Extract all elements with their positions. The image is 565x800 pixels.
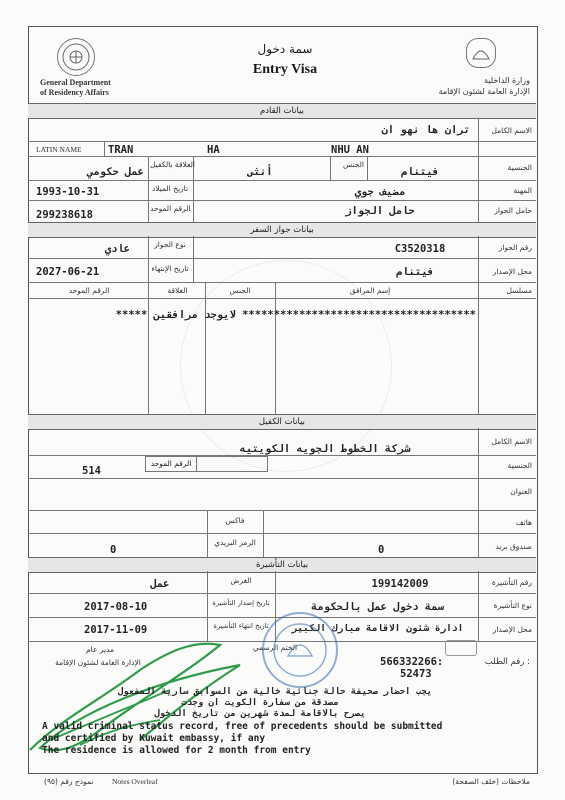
label-sponsor-nationality: الجنسية xyxy=(507,461,532,470)
director-dept: الإدارة العامة لشئون الإقامة xyxy=(55,658,141,667)
value-request-number: 566332266: xyxy=(380,656,444,668)
value-latin-1: TRAN xyxy=(108,144,134,156)
col-relation: العلاقة xyxy=(167,286,188,295)
col-divider xyxy=(478,118,479,222)
value-dob: 1993-10-31 xyxy=(36,186,100,198)
value-passport-holder: حامل الجواز xyxy=(345,205,415,217)
label-sponsor-name: الاسم الكامل xyxy=(491,437,532,446)
label-request-number: رقم الطلب : xyxy=(484,657,530,667)
section-sponsor: بيانات الكفيل xyxy=(28,414,536,430)
value-issue-place: فيتنام xyxy=(396,266,434,278)
label-passport-type: نوع الجواز xyxy=(154,240,186,249)
value-pobox: 0 xyxy=(378,544,385,556)
col-serial: مسلسل xyxy=(506,286,532,295)
label-dob: تاريخ الميلاد xyxy=(151,184,189,193)
row-divider xyxy=(28,593,536,594)
label-visa-issue-date: تاريخ إصدار التأشيرة xyxy=(212,599,270,607)
row-divider xyxy=(28,510,536,511)
note-en-2: and certified by Kuwait embassy, if any xyxy=(42,733,266,744)
kuwait-emblem-icon xyxy=(466,38,496,68)
label-pobox: صندوق بريد xyxy=(495,542,532,551)
value-passport-type: عادي xyxy=(104,243,131,255)
label-visa-expiry: تاريخ انتهاء التأشيرة xyxy=(213,622,269,630)
label-passport-number: رقم الجواز xyxy=(498,243,532,252)
col-divider xyxy=(478,282,479,414)
label-passport-holder: حامل الجواز xyxy=(494,206,532,215)
col-divider xyxy=(148,156,149,180)
row-divider xyxy=(28,298,536,299)
value-postal: 0 xyxy=(110,544,117,556)
row-divider xyxy=(28,478,536,479)
value-expiry: 2027-06-21 xyxy=(36,266,100,278)
label-visa-number: رقم التأشيرة xyxy=(491,578,532,587)
row-divider xyxy=(28,258,536,259)
notes-overleaf-ar: ملاحظات (خلف الصفحة) xyxy=(452,777,530,786)
label-sponsor-unified: الرقم الموحد xyxy=(145,456,197,472)
label-sponsor-relation: العلاقة بالكفيل xyxy=(150,160,195,169)
title-en: Entry Visa xyxy=(252,62,318,77)
col-divider xyxy=(478,428,479,557)
label-fax: فاكس xyxy=(225,516,245,525)
value-request-number-2: 52473 xyxy=(400,668,432,680)
col-divider xyxy=(367,156,368,180)
value-latin-3: NHU AN xyxy=(331,144,369,156)
note-ar-2: مصدقة من سفارة الكويت ان وجدت xyxy=(181,698,339,708)
row-divider xyxy=(28,180,536,181)
note-ar-3: يصرح بالاقامة لمدة شهرين من تاريخ الدخول xyxy=(154,709,366,719)
label-expiry: تاريخ الإنتهاء xyxy=(151,264,189,273)
value-latin-2: HA xyxy=(207,144,220,156)
ministry-ar: وزارة الداخلية xyxy=(484,76,530,85)
value-visa-type: سمة دخول عمل بالحكومة xyxy=(311,601,444,613)
value-visa-number: 199142009 xyxy=(371,578,429,590)
dept-ar: الإدارة العامة لشئون الإقامة xyxy=(438,87,530,96)
label-sex: الجنس xyxy=(342,160,364,169)
value-passport-number: C3520318 xyxy=(394,243,446,255)
note-en-3: The residence is allowed for 2 month from entry xyxy=(42,745,311,756)
col-divider xyxy=(205,282,206,414)
value-sponsor-name: شركة الخطوط الجويه الكويتيه xyxy=(239,443,411,455)
stamp-mark-icon xyxy=(445,640,477,656)
value-visa-issue-place: ادارة شئون الاقامة مبارك الكبير xyxy=(291,623,464,634)
col-sex: الجنس xyxy=(229,286,251,295)
col-divider xyxy=(207,510,208,557)
value-sex: أنثى xyxy=(247,166,273,178)
col-divider xyxy=(148,282,149,414)
label-official-stamp: الختم الرسمي xyxy=(252,643,298,652)
dept-name-en: General Department xyxy=(40,78,111,87)
label-phone: هاتف xyxy=(515,518,532,527)
title-ar: سمة دخول xyxy=(257,42,313,56)
label-issue-place: محل الإصدار xyxy=(492,267,532,276)
value-visa-purpose: عمل xyxy=(150,578,170,590)
value-profession: مضيف جوي xyxy=(354,186,406,198)
label-profession: المهنة xyxy=(513,186,532,195)
value-nationality: فيتنام xyxy=(401,166,439,178)
row-divider xyxy=(28,533,536,534)
label-unified: الرقم الموحد xyxy=(150,204,191,213)
label-fullname: الاسم الكامل xyxy=(491,126,532,135)
sponsor-unified-box xyxy=(196,456,268,472)
col-divider xyxy=(275,282,276,414)
section-passport: بيانات جواز السفر xyxy=(28,222,536,238)
note-ar-1: يجب احضار صحيفة حالة جنائية خالية من السوابق سارية المفعول xyxy=(117,687,433,697)
label-visa-issue-place: محل الإصدار xyxy=(492,625,532,634)
col-divider xyxy=(148,236,149,282)
label-postal: الرمز البريدي xyxy=(214,538,256,547)
notes-overleaf-en: Notes Overleaf xyxy=(112,777,158,786)
note-en-1: A valid criminal status record, free of precedents should be submitted xyxy=(42,721,443,732)
value-visa-expiry: 2017-11-09 xyxy=(84,624,148,636)
row-divider xyxy=(28,455,536,456)
label-nationality: الجنسية xyxy=(507,163,532,172)
col-divider xyxy=(330,156,331,180)
value-sponsor-unified: 514 xyxy=(82,465,101,477)
col-divider xyxy=(263,510,264,557)
director-title: مدير عام xyxy=(86,645,114,654)
label-address: العنوان xyxy=(510,487,532,496)
form-number: نموذج رقم (٩٥) xyxy=(44,777,94,786)
col-divider xyxy=(478,571,479,641)
residency-emblem-icon xyxy=(57,38,95,76)
col-unified: الرقم الموحد xyxy=(68,286,110,295)
value-fullname-ar: تران ها نهو ان xyxy=(381,124,470,136)
value-sponsor-relation: عمل حكومي xyxy=(87,166,144,178)
label-visa-purpose: الغرض xyxy=(230,576,252,585)
col-companion: إسم المرافق xyxy=(349,286,391,295)
value-companions: ***** لايوجد مرافقين ************************************* xyxy=(115,309,476,321)
section-arrival: بيانات القادم xyxy=(28,103,536,119)
label-visa-type: نوع التأشيرة xyxy=(493,601,532,610)
value-visa-issue-date: 2017-08-10 xyxy=(84,601,148,613)
col-divider xyxy=(104,141,105,156)
value-unified: 299238618 xyxy=(36,209,93,221)
col-divider xyxy=(148,180,149,222)
row-divider xyxy=(28,282,536,283)
col-divider xyxy=(193,236,194,282)
dept-name-en-2: of Residency Affairs xyxy=(40,88,109,97)
row-divider xyxy=(28,200,536,201)
label-latin-name: LATIN NAME xyxy=(36,145,82,154)
row-divider xyxy=(28,156,536,157)
section-visa: بيانات التأشيرة xyxy=(28,557,536,573)
